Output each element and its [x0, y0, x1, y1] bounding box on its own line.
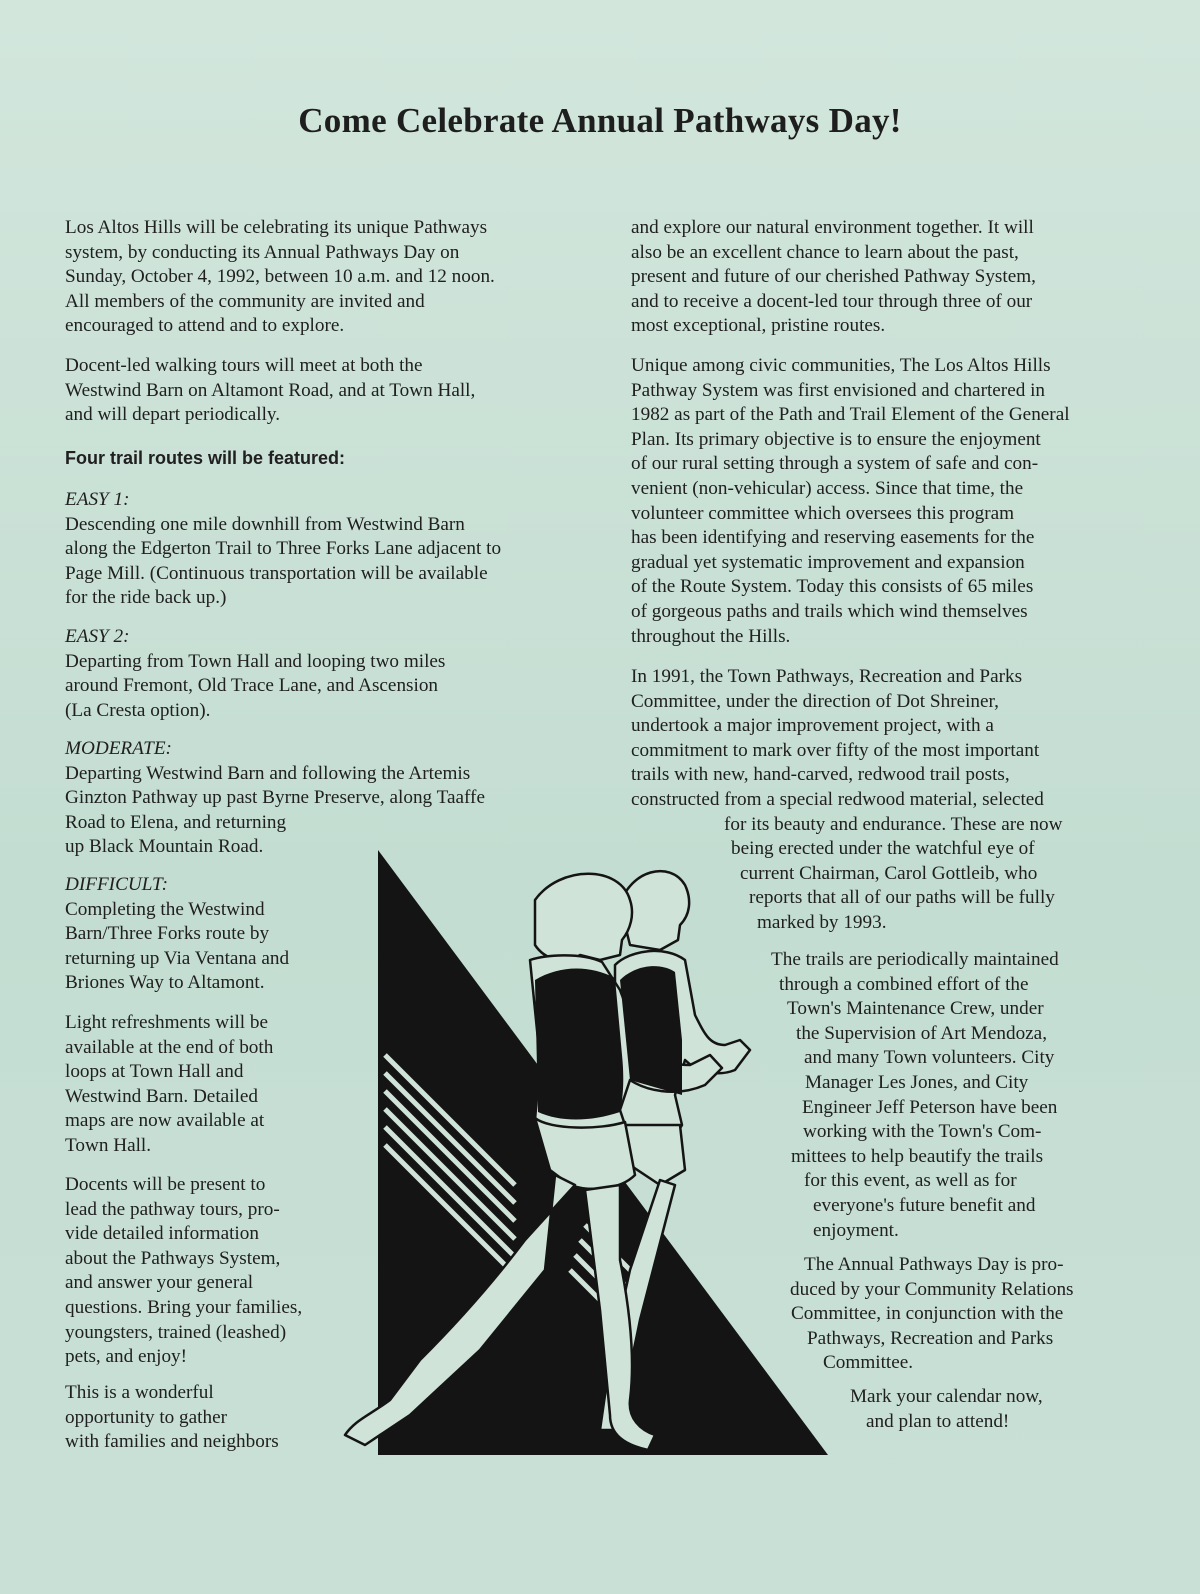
text-line: current Chairman, Carol Gottleib, who — [740, 862, 1038, 884]
text-line: loops at Town Hall and — [65, 1061, 244, 1083]
text-line: Manager Les Jones, and City — [805, 1071, 1029, 1093]
route-difficult — [65, 873, 289, 996]
text-line: Completing the Westwind — [65, 898, 265, 920]
text-line: undertook a major improvement project, with a — [631, 715, 994, 737]
text-line: working with the Town's Com- — [803, 1121, 1042, 1143]
text-line: for this event, as well as for — [804, 1170, 1017, 1192]
text-line: gradual yet systematic improvement and expansion — [631, 551, 1025, 573]
text-line: and answer your general — [65, 1272, 254, 1294]
text-line: Ginzton Pathway up past Byrne Preserve, along Taaffe — [65, 787, 485, 809]
text-line: Barn/Three Forks route by — [65, 923, 270, 945]
text-line: Docents will be present to — [65, 1174, 266, 1195]
text-line: of gorgeous paths and trails which wind themselves — [631, 600, 1028, 622]
text-line: Briones Way to Altamont. — [65, 972, 265, 994]
route-label: DIFFICULT: — [65, 874, 169, 895]
text-line: Pathways, Recreation and Parks — [807, 1327, 1054, 1349]
text-line: and will depart periodically. — [65, 404, 281, 426]
text-line: being erected under the watchful eye of — [731, 838, 1035, 860]
text-line: duced by your Community Relations — [790, 1278, 1074, 1300]
text-line: 1982 as part of the Path and Trail Element of the General — [631, 404, 1070, 426]
text-line: constructed from a special redwood material, selected — [631, 788, 1044, 810]
route-label: MODERATE: — [65, 738, 172, 759]
docents-paragraph — [65, 1173, 302, 1370]
text-line: vide detailed information — [65, 1223, 259, 1245]
text-line: around Fremont, Old Trace Lane, and Ascension — [65, 675, 439, 697]
front-runner-shirt — [535, 968, 623, 1119]
text-line: and explore our natural environment together. It will — [631, 217, 1034, 238]
text-line: for the ride back up.) — [65, 587, 227, 609]
text-line: and to receive a docent-led tour through three of our — [631, 290, 1033, 312]
text-line: returning up Via Ventana and — [65, 947, 290, 969]
text-line: Town's Maintenance Crew, under — [787, 998, 1044, 1020]
text-line: throughout the Hills. — [631, 625, 791, 647]
text-line: Docent-led walking tours will meet at both the — [65, 355, 423, 376]
text-line: enjoyment. — [813, 1219, 899, 1241]
route-label: EASY 2: — [65, 626, 130, 647]
text-line: Engineer Jeff Peterson have been — [802, 1096, 1058, 1118]
text-line: Page Mill. (Continuous transportation will be available — [65, 562, 488, 584]
text-line: the Supervision of Art Mendoza, — [796, 1022, 1047, 1044]
text-line: Light refreshments will be — [65, 1012, 269, 1033]
text-line: available at the end of both — [65, 1036, 274, 1058]
text-line: system, by conducting its Annual Pathways Day on — [65, 241, 460, 263]
text-line: with families and neighbors — [65, 1431, 279, 1453]
text-line: Road to Elena, and returning — [65, 811, 287, 833]
route-easy-2 — [65, 625, 445, 723]
text-line: volunteer committee which oversees this program — [631, 502, 1015, 524]
text-line: through a combined effort of the — [779, 973, 1029, 995]
text-line: venient (non-vehicular) access. Since that time, the — [631, 477, 1024, 499]
text-line: Los Altos Hills will be celebrating its unique Pathways — [65, 217, 488, 238]
intro-paragraph — [65, 216, 495, 339]
text-line: youngsters, trained (leashed) — [65, 1321, 287, 1343]
text-line: encouraged to attend and to explore. — [65, 315, 345, 337]
text-line: Committee, in conjunction with the — [791, 1303, 1064, 1325]
text-line: of the Route System. Today this consists of 65 miles — [631, 576, 1034, 598]
text-line: lead the pathway tours, pro- — [65, 1198, 280, 1220]
text-line: present and future of our cherished Pathway System, — [631, 266, 1036, 288]
route-label: EASY 1: — [65, 489, 130, 510]
text-line: about the Pathways System, — [65, 1247, 281, 1269]
text-line: Plan. Its primary objective is to ensure the enjoyment — [631, 428, 1041, 450]
text-line: maps are now available at — [65, 1110, 265, 1132]
text-line: and plan to attend! — [866, 1410, 1010, 1432]
text-line: Mark your calendar now, — [850, 1386, 1043, 1407]
text-line: Committee, under the direction of Dot Shreiner, — [631, 690, 999, 712]
runners-illustration-icon — [330, 840, 850, 1480]
text-line: also be an excellent chance to learn about the past, — [631, 241, 1019, 263]
text-line: everyone's future benefit and — [813, 1194, 1036, 1216]
text-line: has been identifying and reserving easements for the — [631, 527, 1035, 549]
text-line: of our rural setting through a system of safe and con- — [631, 453, 1039, 475]
text-line: Pathway System was first envisioned and chartered in — [631, 379, 1046, 401]
text-line: The Annual Pathways Day is pro- — [804, 1254, 1064, 1275]
text-line: for its beauty and endurance. These are now — [724, 813, 1063, 835]
text-line: Westwind Barn on Altamont Road, and at Town Hall, — [65, 379, 476, 401]
text-line: opportunity to gather — [65, 1406, 227, 1428]
text-line: Descending one mile downhill from Westwind Barn — [65, 513, 465, 535]
text-line: In 1991, the Town Pathways, Recreation and Parks — [631, 666, 1023, 687]
history-paragraph — [631, 354, 1070, 649]
text-line: commitment to mark over fifty of the most important — [631, 739, 1040, 761]
text-line: All members of the community are invited and — [65, 290, 425, 312]
text-line: along the Edgerton Trail to Three Forks Lane adjacent to — [65, 538, 502, 560]
text-line: Sunday, October 4, 1992, between 10 a.m. and 12 noon. — [65, 266, 495, 288]
text-line: Unique among civic communities, The Los Altos Hills — [631, 355, 1051, 376]
text-line: most exceptional, pristine routes. — [631, 315, 886, 337]
text-line: Westwind Barn. Detailed — [65, 1085, 258, 1107]
text-line: questions. Bring your families, — [65, 1296, 303, 1318]
text-line: reports that all of our paths will be fully — [749, 887, 1055, 909]
text-line: up Black Mountain Road. — [65, 836, 264, 858]
page-title: Come Celebrate Annual Pathways Day! — [298, 101, 902, 140]
text-line: The trails are periodically maintained — [771, 949, 1059, 970]
text-line: marked by 1993. — [757, 911, 887, 933]
text-line: Departing from Town Hall and looping two miles — [65, 650, 446, 672]
routes-heading: Four trail routes will be featured: — [65, 448, 346, 468]
text-line: pets, and enjoy! — [65, 1346, 188, 1368]
refreshments-paragraph — [65, 1011, 273, 1159]
text-line: (La Cresta option). — [65, 699, 211, 721]
text-line: and many Town volunteers. City — [804, 1047, 1055, 1069]
opportunity-paragraph — [65, 1381, 279, 1455]
text-line: mittees to help beautify the trails — [791, 1145, 1044, 1167]
tours-paragraph — [65, 354, 475, 428]
text-line: Committee. — [823, 1352, 914, 1374]
text-line: Departing Westwind Barn and following the Artemis — [65, 762, 471, 784]
text-line: trails with new, hand-carved, redwood trail posts, — [631, 764, 1010, 786]
explore-paragraph — [631, 216, 1036, 339]
text-line: This is a wonderful — [65, 1382, 214, 1403]
text-line: Town Hall. — [65, 1134, 152, 1156]
route-easy-1 — [65, 488, 501, 611]
